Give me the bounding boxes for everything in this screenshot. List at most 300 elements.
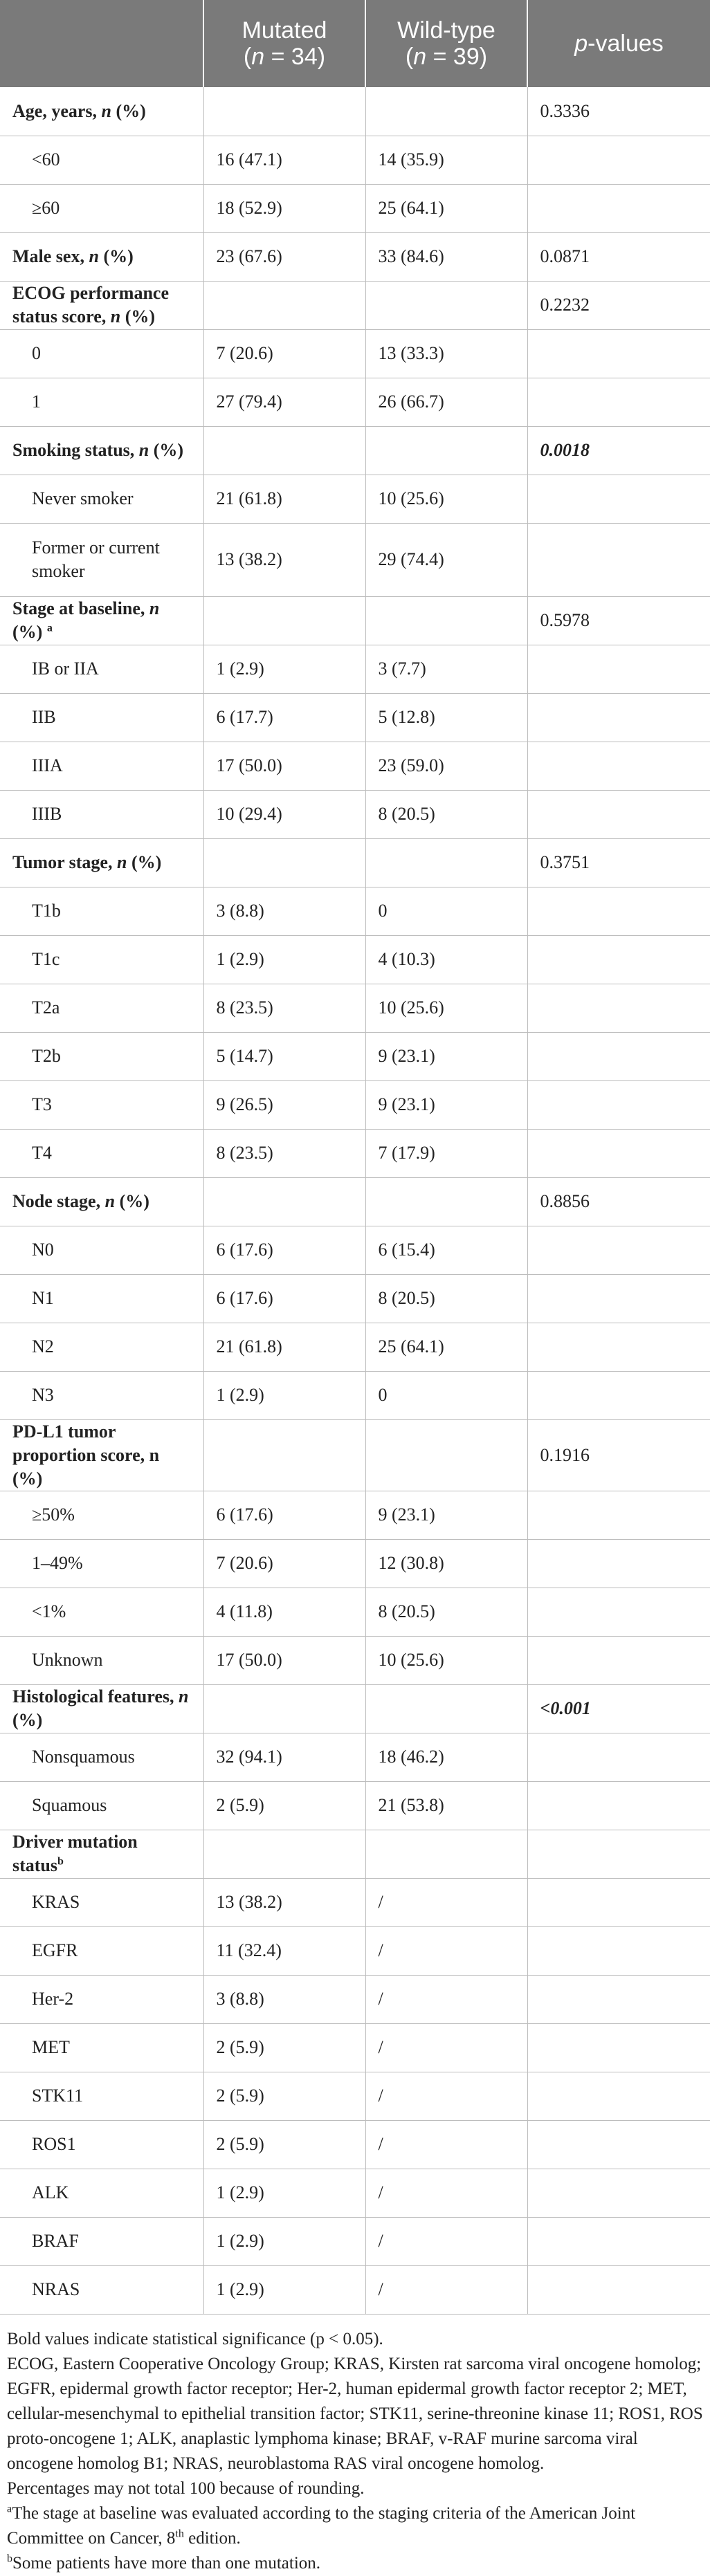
row-label bbox=[0, 742, 203, 790]
pvalue-cell bbox=[527, 1274, 710, 1323]
pvalue-cell bbox=[527, 1830, 710, 1878]
footnote-a-mark: a bbox=[7, 2503, 12, 2515]
mutated-cell: 27 (79.4) bbox=[203, 378, 365, 426]
wildtype-cell bbox=[365, 87, 527, 136]
row-label bbox=[0, 2169, 203, 2217]
row-label-text: ROS1 bbox=[32, 2134, 76, 2154]
pvalue-cell bbox=[527, 1226, 710, 1274]
row-label-suffix: (%) bbox=[120, 306, 156, 326]
table-row bbox=[0, 1539, 710, 1588]
row-label-n: n bbox=[89, 246, 99, 266]
mutated-cell bbox=[203, 1684, 365, 1733]
mutated-cell: 5 (14.7) bbox=[203, 1032, 365, 1080]
wildtype-cell bbox=[365, 281, 527, 329]
header-mutated-count: = 34) bbox=[264, 44, 326, 70]
row-label-text: EGFR bbox=[32, 1940, 78, 1960]
pvalue-cell: 0.0018 bbox=[527, 426, 710, 475]
row-label-text: N0 bbox=[32, 1240, 54, 1260]
wildtype-cell: / bbox=[365, 1878, 527, 1926]
wildtype-cell: 9 (23.1) bbox=[365, 1032, 527, 1080]
table-row bbox=[0, 184, 710, 232]
table-row bbox=[0, 2217, 710, 2265]
row-label bbox=[0, 2072, 203, 2120]
row-label-text: BRAF bbox=[32, 2231, 79, 2251]
wildtype-cell: 10 (25.6) bbox=[365, 984, 527, 1032]
table-row bbox=[0, 2120, 710, 2169]
mutated-cell: 8 (23.5) bbox=[203, 984, 365, 1032]
table-row bbox=[0, 1371, 710, 1419]
row-label-n: n bbox=[104, 1191, 116, 1211]
mutated-cell: 32 (94.1) bbox=[203, 1733, 365, 1781]
wildtype-cell: 13 (33.3) bbox=[365, 329, 527, 378]
wildtype-cell: 8 (20.5) bbox=[365, 790, 527, 838]
row-label bbox=[0, 232, 203, 281]
section-row bbox=[0, 281, 710, 329]
row-label-text: Nonsquamous bbox=[32, 1747, 135, 1767]
pvalue-cell bbox=[527, 984, 710, 1032]
row-label-text: N1 bbox=[32, 1288, 54, 1308]
pvalue-cell bbox=[527, 2265, 710, 2314]
mutated-cell: 6 (17.6) bbox=[203, 1491, 365, 1539]
row-label bbox=[0, 2120, 203, 2169]
table-row bbox=[0, 2169, 710, 2217]
wildtype-cell: 21 (53.8) bbox=[365, 1781, 527, 1830]
row-label-text: Smoking status, bbox=[12, 440, 139, 460]
footnote-a-th: th bbox=[175, 2528, 184, 2540]
section-row bbox=[0, 426, 710, 475]
footnote-a bbox=[7, 2501, 703, 2551]
mutated-cell: 21 (61.8) bbox=[203, 1323, 365, 1371]
table-row bbox=[0, 1588, 710, 1636]
mutated-cell: 1 (2.9) bbox=[203, 2169, 365, 2217]
row-label bbox=[0, 1129, 203, 1177]
row-label-text: Node stage, bbox=[12, 1191, 105, 1211]
mutated-cell: 7 (20.6) bbox=[203, 1539, 365, 1588]
table-row bbox=[0, 329, 710, 378]
header-wildtype-label: Wild-type bbox=[397, 17, 495, 44]
row-label-n: n bbox=[138, 440, 149, 460]
pvalue-cell: 0.8856 bbox=[527, 1177, 710, 1226]
row-label-text: KRAS bbox=[32, 1892, 80, 1912]
mutated-cell bbox=[203, 1830, 365, 1878]
row-label-text: PD-L1 tumor proportion score, n (%) bbox=[12, 1421, 160, 1489]
row-label bbox=[0, 596, 203, 645]
mutated-cell: 1 (2.9) bbox=[203, 2265, 365, 2314]
row-label-text: Stage at baseline, bbox=[12, 598, 149, 618]
wildtype-cell: 8 (20.5) bbox=[365, 1588, 527, 1636]
wildtype-cell: 33 (84.6) bbox=[365, 232, 527, 281]
pvalue-cell bbox=[527, 693, 710, 742]
wildtype-cell: 4 (10.3) bbox=[365, 935, 527, 984]
wildtype-cell bbox=[365, 838, 527, 887]
row-label-text: IIIA bbox=[32, 755, 63, 775]
row-label-text: IB or IIA bbox=[32, 659, 99, 679]
mutated-cell: 10 (29.4) bbox=[203, 790, 365, 838]
section-row bbox=[0, 87, 710, 136]
table-row bbox=[0, 136, 710, 184]
pvalue-cell bbox=[527, 2072, 710, 2120]
row-label-text: N3 bbox=[32, 1385, 54, 1405]
mutated-cell: 1 (2.9) bbox=[203, 1371, 365, 1419]
row-label-text: NRAS bbox=[32, 2279, 80, 2299]
pvalue-cell bbox=[527, 1781, 710, 1830]
row-label-text: Male sex, bbox=[12, 246, 89, 266]
row-label bbox=[0, 984, 203, 1032]
row-label-text: Never smoker bbox=[32, 488, 134, 508]
row-label bbox=[0, 1733, 203, 1781]
row-label-text: Histological features, bbox=[12, 1686, 179, 1706]
table-row bbox=[0, 1975, 710, 2023]
row-label bbox=[0, 1226, 203, 1274]
pvalue-cell bbox=[527, 1371, 710, 1419]
table-row bbox=[0, 645, 710, 693]
row-label-text: MET bbox=[32, 2037, 70, 2057]
table-row bbox=[0, 1129, 710, 1177]
row-label-text: T1c bbox=[32, 949, 60, 969]
mutated-cell bbox=[203, 1177, 365, 1226]
wildtype-cell: 9 (23.1) bbox=[365, 1491, 527, 1539]
mutated-cell: 23 (67.6) bbox=[203, 232, 365, 281]
pvalue-cell: <0.001 bbox=[527, 1684, 710, 1733]
footnote-b-text: Some patients have more than one mutation. bbox=[12, 2553, 321, 2573]
row-label bbox=[0, 1781, 203, 1830]
mutated-cell: 7 (20.6) bbox=[203, 329, 365, 378]
row-label bbox=[0, 281, 203, 329]
wildtype-cell: / bbox=[365, 2265, 527, 2314]
row-label bbox=[0, 184, 203, 232]
section-row bbox=[0, 1684, 710, 1733]
row-label bbox=[0, 1878, 203, 1926]
table-header-row bbox=[0, 0, 710, 87]
row-label bbox=[0, 87, 203, 136]
row-label bbox=[0, 1588, 203, 1636]
section-row bbox=[0, 232, 710, 281]
row-label-text: Unknown bbox=[32, 1650, 103, 1670]
row-label bbox=[0, 1491, 203, 1539]
header-wildtype-count: = 39) bbox=[426, 44, 488, 70]
row-label bbox=[0, 136, 203, 184]
header-p-rest: -values bbox=[588, 30, 664, 57]
mutated-cell: 3 (8.8) bbox=[203, 887, 365, 935]
row-label bbox=[0, 1080, 203, 1129]
wildtype-cell: 5 (12.8) bbox=[365, 693, 527, 742]
row-label-text: IIB bbox=[32, 707, 56, 727]
table-row bbox=[0, 1323, 710, 1371]
table-row bbox=[0, 935, 710, 984]
header-blank bbox=[0, 0, 203, 87]
row-label bbox=[0, 1830, 203, 1878]
header-mutated-label: Mutated bbox=[242, 17, 327, 44]
table-row bbox=[0, 523, 710, 596]
footnote-b-mark: b bbox=[7, 2552, 12, 2565]
pvalue-cell bbox=[527, 1032, 710, 1080]
row-label bbox=[0, 1371, 203, 1419]
row-label bbox=[0, 1926, 203, 1975]
table-row bbox=[0, 1878, 710, 1926]
pvalue-cell: 0.5978 bbox=[527, 596, 710, 645]
table-row bbox=[0, 742, 710, 790]
wildtype-cell bbox=[365, 1684, 527, 1733]
pvalue-cell bbox=[527, 136, 710, 184]
table-row bbox=[0, 1636, 710, 1684]
wildtype-cell: 3 (7.7) bbox=[365, 645, 527, 693]
mutated-cell: 11 (32.4) bbox=[203, 1926, 365, 1975]
pvalue-cell bbox=[527, 184, 710, 232]
row-label bbox=[0, 475, 203, 523]
wildtype-cell: 25 (64.1) bbox=[365, 184, 527, 232]
pvalue-cell bbox=[527, 2169, 710, 2217]
mutated-cell: 1 (2.9) bbox=[203, 935, 365, 984]
row-label bbox=[0, 1419, 203, 1491]
row-label bbox=[0, 329, 203, 378]
pvalue-cell: 0.2232 bbox=[527, 281, 710, 329]
mutated-cell: 17 (50.0) bbox=[203, 742, 365, 790]
mutated-cell: 8 (23.5) bbox=[203, 1129, 365, 1177]
pvalue-cell bbox=[527, 523, 710, 596]
wildtype-cell bbox=[365, 596, 527, 645]
wildtype-cell: 29 (74.4) bbox=[365, 523, 527, 596]
row-label-text: IIIB bbox=[32, 804, 62, 824]
row-label-suffix: (%) bbox=[12, 1710, 43, 1730]
pvalue-cell bbox=[527, 1588, 710, 1636]
pvalue-cell bbox=[527, 1878, 710, 1926]
wildtype-cell: 18 (46.2) bbox=[365, 1733, 527, 1781]
row-label-text: Driver mutation status bbox=[12, 1832, 138, 1875]
footnote-rounding: Percentages may not total 100 because of rounding. bbox=[7, 2478, 365, 2498]
row-label-suffix: (%) bbox=[98, 246, 134, 266]
pvalue-cell bbox=[527, 887, 710, 935]
mutated-cell bbox=[203, 281, 365, 329]
mutated-cell bbox=[203, 1419, 365, 1491]
table-row bbox=[0, 1274, 710, 1323]
mutated-cell bbox=[203, 838, 365, 887]
row-label-text: <60 bbox=[32, 149, 60, 169]
row-label bbox=[0, 838, 203, 887]
wildtype-cell: / bbox=[365, 2120, 527, 2169]
section-row bbox=[0, 596, 710, 645]
row-label-suffix: (%) bbox=[127, 852, 162, 872]
footnote-a-text: The stage at baseline was evaluated according to the staging criteria of the American Joint Committee on Cancer, 8 bbox=[7, 2503, 636, 2548]
pvalue-cell bbox=[527, 329, 710, 378]
row-label-text: ≥60 bbox=[32, 198, 60, 218]
row-label-n: n bbox=[101, 100, 111, 121]
table-row bbox=[0, 1781, 710, 1830]
mutated-cell: 17 (50.0) bbox=[203, 1636, 365, 1684]
row-label-text: 0 bbox=[32, 343, 41, 363]
mutated-cell: 1 (2.9) bbox=[203, 645, 365, 693]
row-label-text: <1% bbox=[32, 1601, 66, 1621]
wildtype-cell: 0 bbox=[365, 1371, 527, 1419]
row-label-n: n bbox=[149, 598, 160, 618]
pvalue-cell bbox=[527, 1080, 710, 1129]
mutated-cell: 21 (61.8) bbox=[203, 475, 365, 523]
section-row bbox=[0, 838, 710, 887]
footnote-b bbox=[7, 2551, 703, 2576]
row-label-suffix: (%) bbox=[111, 100, 146, 121]
row-label bbox=[0, 1975, 203, 2023]
mutated-cell: 2 (5.9) bbox=[203, 1781, 365, 1830]
table-row bbox=[0, 887, 710, 935]
row-label-text: T2b bbox=[32, 1046, 61, 1066]
mutated-cell bbox=[203, 426, 365, 475]
wildtype-cell: 25 (64.1) bbox=[365, 1323, 527, 1371]
table-footnotes bbox=[0, 2315, 710, 2576]
wildtype-cell: / bbox=[365, 1926, 527, 1975]
row-label-text: 1 bbox=[32, 392, 41, 412]
pvalue-cell bbox=[527, 1539, 710, 1588]
table-row bbox=[0, 2072, 710, 2120]
mutated-cell: 9 (26.5) bbox=[203, 1080, 365, 1129]
table-row bbox=[0, 693, 710, 742]
row-label-suffix: (%) bbox=[149, 440, 184, 460]
row-label bbox=[0, 1684, 203, 1733]
row-label bbox=[0, 1274, 203, 1323]
row-label bbox=[0, 1323, 203, 1371]
row-label bbox=[0, 887, 203, 935]
mutated-cell: 2 (5.9) bbox=[203, 2120, 365, 2169]
pvalue-cell bbox=[527, 1636, 710, 1684]
wildtype-cell: / bbox=[365, 2217, 527, 2265]
header-mutated-n: n bbox=[251, 44, 265, 70]
table-row bbox=[0, 2265, 710, 2314]
row-label-text: T4 bbox=[32, 1143, 52, 1163]
row-label-text: Her-2 bbox=[32, 1989, 74, 2009]
table-row bbox=[0, 475, 710, 523]
wildtype-cell: 14 (35.9) bbox=[365, 136, 527, 184]
pvalue-cell bbox=[527, 1491, 710, 1539]
pvalue-cell bbox=[527, 1323, 710, 1371]
wildtype-cell: 12 (30.8) bbox=[365, 1539, 527, 1588]
row-label bbox=[0, 1177, 203, 1226]
header-mutated-paren: ( bbox=[243, 44, 252, 70]
mutated-cell: 3 (8.8) bbox=[203, 1975, 365, 2023]
row-label bbox=[0, 1539, 203, 1588]
mutated-cell bbox=[203, 87, 365, 136]
wildtype-cell: 0 bbox=[365, 887, 527, 935]
row-label bbox=[0, 935, 203, 984]
row-label bbox=[0, 2217, 203, 2265]
row-label bbox=[0, 523, 203, 596]
pvalue-cell: 0.3751 bbox=[527, 838, 710, 887]
mutated-cell: 2 (5.9) bbox=[203, 2023, 365, 2072]
wildtype-cell: 8 (20.5) bbox=[365, 1274, 527, 1323]
row-label-text: 1–49% bbox=[32, 1553, 83, 1573]
header-wildtype-paren: ( bbox=[405, 44, 414, 70]
wildtype-cell bbox=[365, 1830, 527, 1878]
row-label bbox=[0, 790, 203, 838]
table-row bbox=[0, 1926, 710, 1975]
pvalue-cell bbox=[527, 2217, 710, 2265]
wildtype-cell: 6 (15.4) bbox=[365, 1226, 527, 1274]
pvalue-cell bbox=[527, 1926, 710, 1975]
table-row bbox=[0, 378, 710, 426]
pvalue-cell: 0.0871 bbox=[527, 232, 710, 281]
pvalue-cell bbox=[527, 2120, 710, 2169]
wildtype-cell: / bbox=[365, 2169, 527, 2217]
row-label bbox=[0, 2265, 203, 2314]
section-row bbox=[0, 1177, 710, 1226]
mutated-cell: 13 (38.2) bbox=[203, 523, 365, 596]
table-row bbox=[0, 1032, 710, 1080]
row-label bbox=[0, 1032, 203, 1080]
wildtype-cell bbox=[365, 1177, 527, 1226]
pvalue-cell bbox=[527, 475, 710, 523]
pvalue-cell bbox=[527, 1975, 710, 2023]
table-row bbox=[0, 1080, 710, 1129]
header-wildtype bbox=[365, 0, 527, 87]
footnote-abbreviations: ECOG, Eastern Cooperative Oncology Group; KRAS, Kirsten rat sarcoma viral oncogene homolog; EGFR, epidermal growth factor receptor; Her-2, human epidermal growth factor receptor 2; MET, cellular-mesenchymal to epithelial transition factor; STK11, serine-threonine kinase 11; ROS1, ROS proto-oncogene 1; ALK, anaplastic lymphoma kinase; BRAF, v-RAF murine sarcoma viral oncogene homolog B1; NRAS, neuroblastoma RAS viral oncogene homolog. bbox=[7, 2354, 703, 2473]
wildtype-cell: 7 (17.9) bbox=[365, 1129, 527, 1177]
pvalue-cell bbox=[527, 1129, 710, 1177]
mutated-cell: 13 (38.2) bbox=[203, 1878, 365, 1926]
header-mutated bbox=[203, 0, 365, 87]
row-label-text: Former or current smoker bbox=[32, 537, 160, 581]
wildtype-cell: / bbox=[365, 2072, 527, 2120]
row-label-suffix: (%) bbox=[115, 1191, 149, 1211]
pvalue-cell: 0.3336 bbox=[527, 87, 710, 136]
mutated-cell bbox=[203, 596, 365, 645]
row-label bbox=[0, 645, 203, 693]
row-label-footnote-mark: a bbox=[46, 622, 53, 634]
table-row bbox=[0, 2023, 710, 2072]
table-row bbox=[0, 1226, 710, 1274]
wildtype-cell: 10 (25.6) bbox=[365, 1636, 527, 1684]
mutated-cell: 16 (47.1) bbox=[203, 136, 365, 184]
footnote-a-end: edition. bbox=[183, 2528, 241, 2548]
wildtype-cell: 23 (59.0) bbox=[365, 742, 527, 790]
row-label bbox=[0, 1636, 203, 1684]
row-label-text: T3 bbox=[32, 1094, 52, 1114]
pvalue-cell bbox=[527, 790, 710, 838]
wildtype-cell: 26 (66.7) bbox=[365, 378, 527, 426]
wildtype-cell: 10 (25.6) bbox=[365, 475, 527, 523]
row-label-text: Age, years, bbox=[12, 100, 102, 121]
row-label-n: n bbox=[178, 1686, 189, 1706]
pvalue-cell bbox=[527, 935, 710, 984]
row-label-text: Squamous bbox=[32, 1795, 107, 1815]
row-label-text: T2a bbox=[32, 997, 60, 1018]
table-row bbox=[0, 1733, 710, 1781]
table-row bbox=[0, 984, 710, 1032]
row-label-n: n bbox=[110, 306, 121, 326]
row-label-text: Tumor stage, bbox=[12, 852, 117, 872]
row-label-text: N2 bbox=[32, 1336, 54, 1356]
row-label-text: ALK bbox=[32, 2182, 69, 2202]
row-label bbox=[0, 2023, 203, 2072]
wildtype-cell bbox=[365, 426, 527, 475]
pvalue-cell bbox=[527, 742, 710, 790]
row-label-text: T1b bbox=[32, 901, 61, 921]
row-label-n: n bbox=[116, 852, 127, 872]
wildtype-cell bbox=[365, 1419, 527, 1491]
pvalue-cell bbox=[527, 378, 710, 426]
table-row bbox=[0, 790, 710, 838]
pvalue-cell bbox=[527, 645, 710, 693]
pvalue-cell bbox=[527, 1733, 710, 1781]
table-body bbox=[0, 87, 710, 2314]
row-label-footnote-mark: b bbox=[57, 1855, 64, 1868]
section-row bbox=[0, 1830, 710, 1878]
pvalue-cell: 0.1916 bbox=[527, 1419, 710, 1491]
mutated-cell: 4 (11.8) bbox=[203, 1588, 365, 1636]
row-label bbox=[0, 693, 203, 742]
mutated-cell: 6 (17.7) bbox=[203, 693, 365, 742]
pvalue-cell bbox=[527, 2023, 710, 2072]
row-label-text: ≥50% bbox=[32, 1505, 75, 1525]
mutated-cell: 6 (17.6) bbox=[203, 1226, 365, 1274]
mutated-cell: 2 (5.9) bbox=[203, 2072, 365, 2120]
row-label-suffix: (%) bbox=[12, 622, 43, 642]
